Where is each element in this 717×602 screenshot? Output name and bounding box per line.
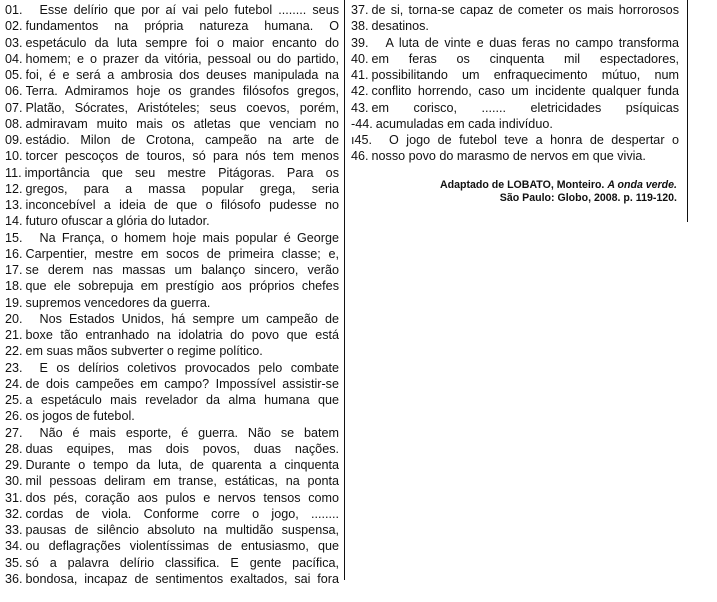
text-line — [5, 408, 339, 424]
text-line — [5, 132, 339, 148]
text-line — [5, 538, 339, 554]
line-text: torcer pescoços de touros, só para nós tem menos — [25, 149, 339, 164]
line-text: Carpentier, mestre em socos de primeira classe; e, — [25, 246, 339, 261]
text-line — [351, 148, 679, 164]
line-number: 42. — [351, 84, 369, 99]
text-line — [351, 2, 679, 18]
text-line — [351, 67, 679, 83]
line-number: 01. — [5, 3, 23, 17]
text-line — [351, 100, 679, 116]
line-number: 41. — [351, 68, 369, 82]
text-line — [5, 165, 339, 181]
text-line — [5, 343, 339, 359]
line-number: 16. — [5, 246, 23, 261]
line-text: Terra. Admiramos hoje os grandes filósofos gregos, — [25, 84, 339, 99]
source-line-2: São Paulo: Globo, 2008. p. 119-120. — [499, 192, 677, 204]
line-number: 09. — [5, 133, 23, 147]
line-number: 29. — [5, 458, 23, 472]
text-line — [5, 473, 339, 489]
text-line — [351, 51, 679, 67]
source-author: Adaptado de LOBATO, Monteiro. — [439, 179, 608, 191]
line-number: 26. — [5, 409, 23, 424]
left-column — [5, 2, 339, 587]
text-line — [5, 278, 339, 294]
line-number: 23. — [5, 360, 23, 375]
line-number: 03. — [5, 35, 23, 50]
line-text: A luta de vinte e duas feras no campo transforma — [385, 35, 679, 50]
line-text: supremos vencedores da guerra. — [25, 295, 211, 310]
text-line — [5, 246, 339, 262]
line-number: 43. — [351, 100, 369, 115]
line-text: conflito horrendo, caso um incidente qualquer funda — [371, 84, 679, 99]
line-number: 31. — [5, 490, 23, 505]
line-text: ou deflagrações violentíssimas de entusiasmo, que — [25, 539, 339, 554]
line-text: em corisco, ....... eletricidades psíquicas — [371, 100, 679, 115]
line-text: Esse delírio que por aí vai pelo futebol ........ seus — [39, 3, 339, 17]
text-line — [5, 230, 339, 246]
line-text: bondosa, incapaz de sentimentos exaltados, sai fora — [25, 571, 339, 586]
line-text: O jogo de futebol teve a honra de despertar o — [389, 133, 679, 147]
line-number: 07. — [5, 100, 23, 115]
line-number: 30. — [5, 474, 23, 489]
line-text: dos pés, coração aos pulos e nervos tensos como — [25, 490, 339, 505]
line-number: -44. — [351, 116, 373, 131]
right-column — [351, 2, 679, 165]
text-line — [5, 311, 339, 327]
text-line — [5, 490, 339, 506]
text-line — [351, 132, 679, 148]
text-line — [351, 18, 679, 34]
line-number: 14. — [5, 214, 23, 229]
line-text: cordas de viola. Conforme corre o jogo, ........ — [25, 506, 339, 521]
line-text: espetáculo da luta sempre foi o maior encanto do — [25, 35, 339, 50]
line-text: desatinos. — [371, 19, 429, 34]
line-text: estádio. Milon de Crotona, campeão na arte de — [25, 133, 339, 147]
line-number: 20. — [5, 311, 23, 326]
text-line — [5, 197, 339, 213]
text-line — [5, 571, 339, 587]
text-line — [5, 100, 339, 116]
line-text: Não é mais esporte, é guerra. Não se batem — [39, 425, 339, 440]
line-text: de si, torna-se capaz de cometer os mais horrorosos — [371, 3, 679, 17]
line-text: Na França, o homem hoje mais popular é George — [39, 230, 339, 245]
line-text: pausas de silêncio absoluto na multidão suspensa, — [25, 523, 339, 537]
line-text: a espetáculo mais revelador da alma humana que — [25, 393, 339, 407]
text-line — [5, 35, 339, 51]
line-text: boxe tão entranhado na idolatria do povo que está — [25, 328, 339, 342]
line-number: 38. — [351, 19, 369, 34]
line-number: 46. — [351, 149, 369, 164]
line-number: 27. — [5, 425, 23, 440]
text-line — [5, 262, 339, 278]
text-line — [351, 116, 679, 132]
line-number: 15. — [5, 230, 23, 245]
line-number: 28. — [5, 441, 23, 456]
line-text: homem; e o prazer da vitória, pessoal ou do partido, — [25, 51, 339, 66]
line-text: nosso povo do marasmo de nervos em que vivia. — [371, 149, 646, 164]
line-text: Durante o tempo da luta, de quarenta a cinquenta — [25, 458, 339, 472]
line-number: 08. — [5, 116, 23, 131]
text-line — [5, 181, 339, 197]
line-number: 34. — [5, 539, 23, 554]
text-line — [5, 295, 339, 311]
text-line — [5, 376, 339, 392]
text-line — [5, 2, 339, 18]
text-line — [5, 425, 339, 441]
text-line — [5, 360, 339, 376]
line-text: importância que seu mestre Pitágoras. Para os — [24, 165, 339, 180]
column-divider — [344, 0, 345, 580]
line-text: fundamentos na própria natureza humana. O — [25, 19, 339, 34]
text-line — [5, 148, 339, 164]
text-line — [5, 213, 339, 229]
text-line — [5, 327, 339, 343]
line-number: 05. — [5, 68, 23, 82]
line-text: possibilitando um enfraquecimento mútuo, num — [371, 68, 679, 82]
right-border — [687, 0, 688, 222]
line-number: 35. — [5, 555, 23, 570]
source-line-1 — [440, 179, 677, 192]
text-line — [5, 67, 339, 83]
line-number: 10. — [5, 149, 23, 164]
text-line — [5, 506, 339, 522]
line-text: Platão, Sócrates, Aristóteles; seus coevos, porém, — [25, 100, 339, 115]
line-number: 18. — [5, 279, 23, 294]
line-text: em feras os cinquenta mil espectadores, — [371, 51, 679, 66]
line-number: 19. — [5, 295, 23, 310]
line-number: 25. — [5, 393, 23, 407]
text-line — [5, 392, 339, 408]
line-number: 24. — [5, 376, 23, 391]
line-text: que ele sobrepuja em prestígio aos próprios chefes — [25, 279, 339, 294]
line-text: futuro ofuscar a glória do lutador. — [25, 214, 210, 229]
line-number: 40. — [351, 51, 369, 66]
line-number: 17. — [5, 263, 23, 277]
line-text: só a palavra delírio classifica. E gente pacífica, — [25, 555, 339, 570]
line-number: 06. — [5, 84, 23, 99]
line-text: duas equipes, mas dois povos, duas nações. — [25, 441, 339, 456]
text-line — [5, 18, 339, 34]
line-number: 32. — [5, 506, 23, 521]
text-line — [5, 441, 339, 457]
line-text: Nos Estados Unidos, há sempre um campeão de — [39, 311, 339, 326]
text-line — [5, 457, 339, 473]
line-text: de dois campeões em campo? Impossível assistir-se — [25, 376, 339, 391]
line-number: 04. — [5, 51, 23, 66]
line-text: os jogos de futebol. — [25, 409, 135, 424]
line-number: 22. — [5, 344, 23, 359]
source-citation — [440, 179, 677, 205]
line-number: 33. — [5, 523, 23, 537]
text-line — [5, 116, 339, 132]
line-text: acumuladas em cada indivíduo. — [375, 116, 553, 131]
line-number: 36. — [5, 571, 23, 586]
line-number: 11. — [5, 165, 22, 180]
line-text: se derem nas massas um balanço sincero, verão — [25, 263, 339, 277]
line-number: 02. — [5, 19, 23, 34]
line-number: 12. — [5, 181, 23, 196]
line-text: foi, é e será a ambrosia dos deuses manipulada na — [25, 68, 339, 82]
line-text: inconcebível a ideia de que o filósofo pudesse no — [25, 198, 339, 212]
source-title: A onda verde. — [607, 179, 677, 191]
line-number: 37. — [351, 3, 369, 17]
line-number: 39. — [351, 35, 369, 50]
line-number: 21. — [5, 328, 23, 342]
text-line — [5, 51, 339, 67]
text-line — [5, 522, 339, 538]
line-text: gregos, para a massa popular grega, seria — [25, 181, 339, 196]
line-text: mil pessoas deliram em transe, estáticas, na ponta — [25, 474, 339, 489]
text-line — [5, 83, 339, 99]
line-text: em suas mãos subverter o regime político. — [25, 344, 263, 359]
line-text: E os delírios coletivos provocados pelo combate — [39, 360, 339, 375]
line-number: ı45. — [351, 133, 373, 147]
text-line — [351, 35, 679, 51]
line-text: admiravam muito mais os atletas que venciam no — [25, 116, 339, 131]
line-number: 13. — [5, 198, 23, 212]
text-line — [5, 555, 339, 571]
text-line — [351, 83, 679, 99]
